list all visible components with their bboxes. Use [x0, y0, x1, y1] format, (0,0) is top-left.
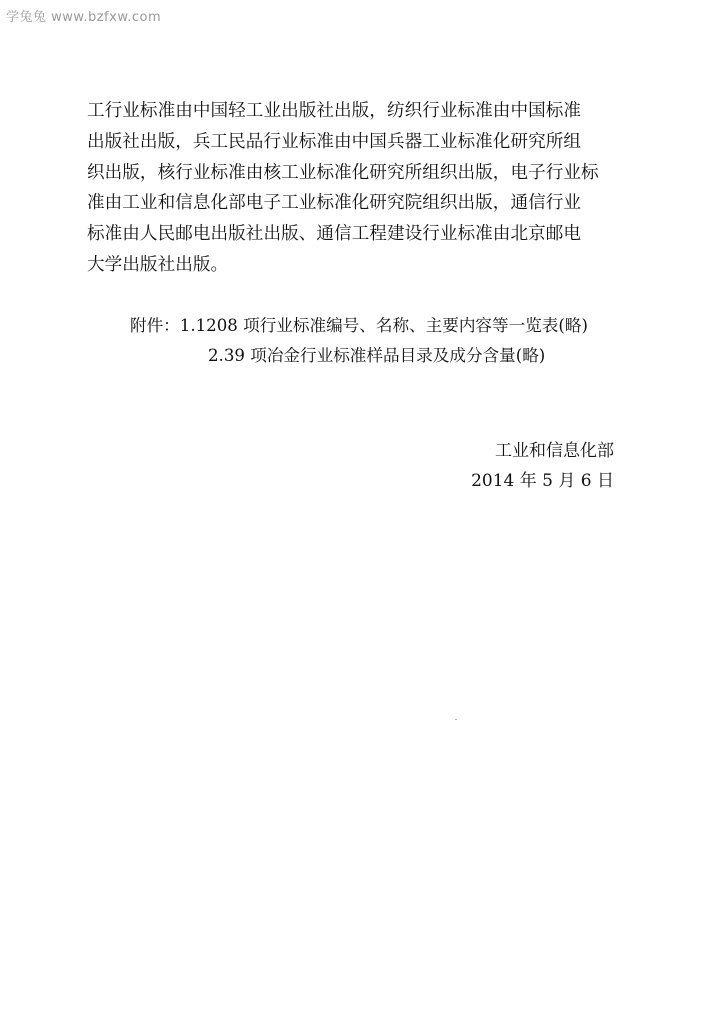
attachments-list	[130, 311, 630, 371]
body-paragraph	[87, 96, 627, 281]
body-line: 准由工业和信息化部电子工业标准化研究院组织出版，通信行业	[87, 193, 582, 214]
watermark-text: 学兔兔 www.bzfxw.com	[6, 10, 162, 25]
body-line: 织出版，核行业标准由核工业标准化研究所组织出版，电子行业标	[87, 162, 599, 183]
body-line: 大学出版社出版。	[87, 254, 229, 275]
attachment-item-1: 附件：1.1208 项行业标准编号、名称、主要内容等一览表(略)	[130, 316, 588, 335]
signature-block	[471, 436, 614, 496]
signature-date: 2014 年 5 月 6 日	[471, 471, 614, 491]
attachment-item-2: 2.39 项冶金行业标准样品目录及成分含量(略)	[208, 346, 546, 365]
body-line: 工行业标准由中国轻工业出版社出版，纺织行业标准由中国标准	[87, 101, 582, 121]
body-line: 出版社出版，兵工民品行业标准由中国兵器工业标准化研究所组	[87, 131, 582, 152]
body-line: 标准由人民邮电出版社出版、通信工程建设行业标准由北京邮电	[87, 224, 582, 245]
signature-org: 工业和信息化部	[495, 441, 614, 461]
scan-speck	[455, 719, 457, 720]
